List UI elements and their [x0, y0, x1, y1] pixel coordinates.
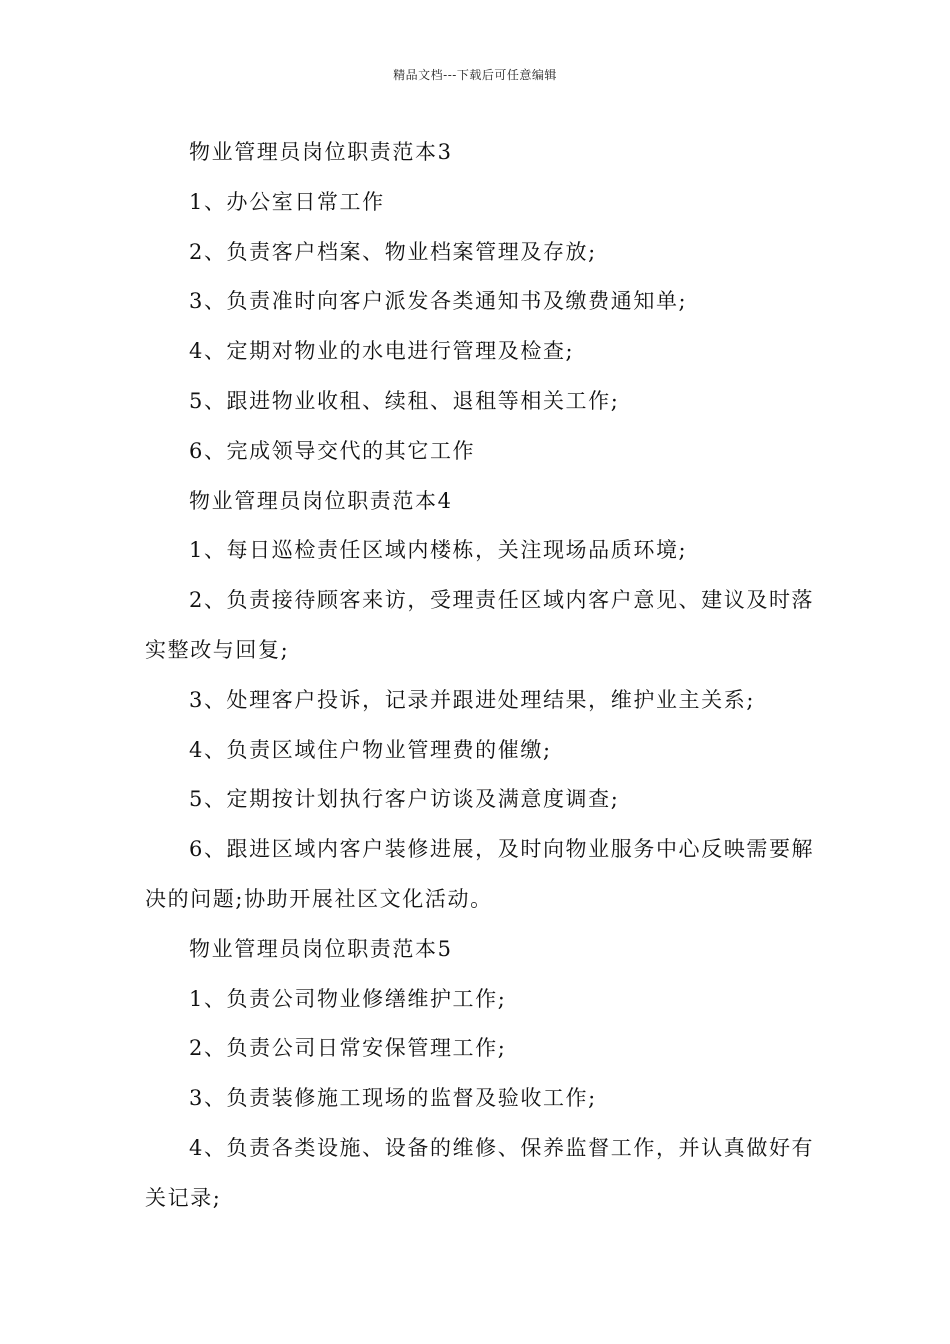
document-line: 实整改与回复;	[145, 637, 290, 662]
document-line: 6、完成领导交代的其它工作	[189, 438, 476, 463]
document-line: 1、每日巡检责任区域内楼栋，关注现场品质环境;	[189, 538, 688, 563]
document-line: 2、负责客户档案、物业档案管理及存放;	[189, 239, 597, 264]
document-line: 物业管理员岗位职责范本5	[189, 936, 453, 961]
document-line: 3、负责装修施工现场的监督及验收工作;	[189, 1086, 597, 1111]
document-line: 1、负责公司物业修缮维护工作;	[189, 986, 507, 1011]
document-line: 5、定期按计划执行客户访谈及满意度调查;	[189, 787, 620, 812]
document-line: 2、负责公司日常安保管理工作;	[189, 1036, 507, 1061]
document-line: 物业管理员岗位职责范本4	[189, 488, 453, 513]
document-line: 3、处理客户投诉，记录并跟进处理结果，维护业主关系;	[189, 687, 756, 712]
document-line: 4、负责区域住户物业管理费的催缴;	[189, 737, 552, 762]
document-line: 4、定期对物业的水电进行管理及检查;	[189, 339, 575, 364]
page-header: 精品文档---下载后可任意编辑	[393, 68, 557, 82]
document-line: 决的问题;协助开展社区文化活动。	[145, 886, 493, 911]
document-body	[145, 128, 815, 1224]
document-line: 物业管理员岗位职责范本3	[189, 140, 453, 164]
document-line: 3、负责准时向客户派发各类通知书及缴费通知单;	[189, 289, 688, 314]
document-line: 5、跟进物业收租、续租、退租等相关工作;	[189, 388, 620, 413]
document-line: 4、负责各类设施、设备的维修、保养监督工作，并认真做好有	[189, 1135, 815, 1160]
document-line: 2、负责接待顾客来访，受理责任区域内客户意见、建议及时落	[189, 588, 815, 613]
document-line: 6、跟进区域内客户装修进展，及时向物业服务中心反映需要解	[189, 837, 815, 862]
document-line: 关记录;	[145, 1185, 222, 1210]
document-line: 1、办公室日常工作	[189, 189, 385, 214]
